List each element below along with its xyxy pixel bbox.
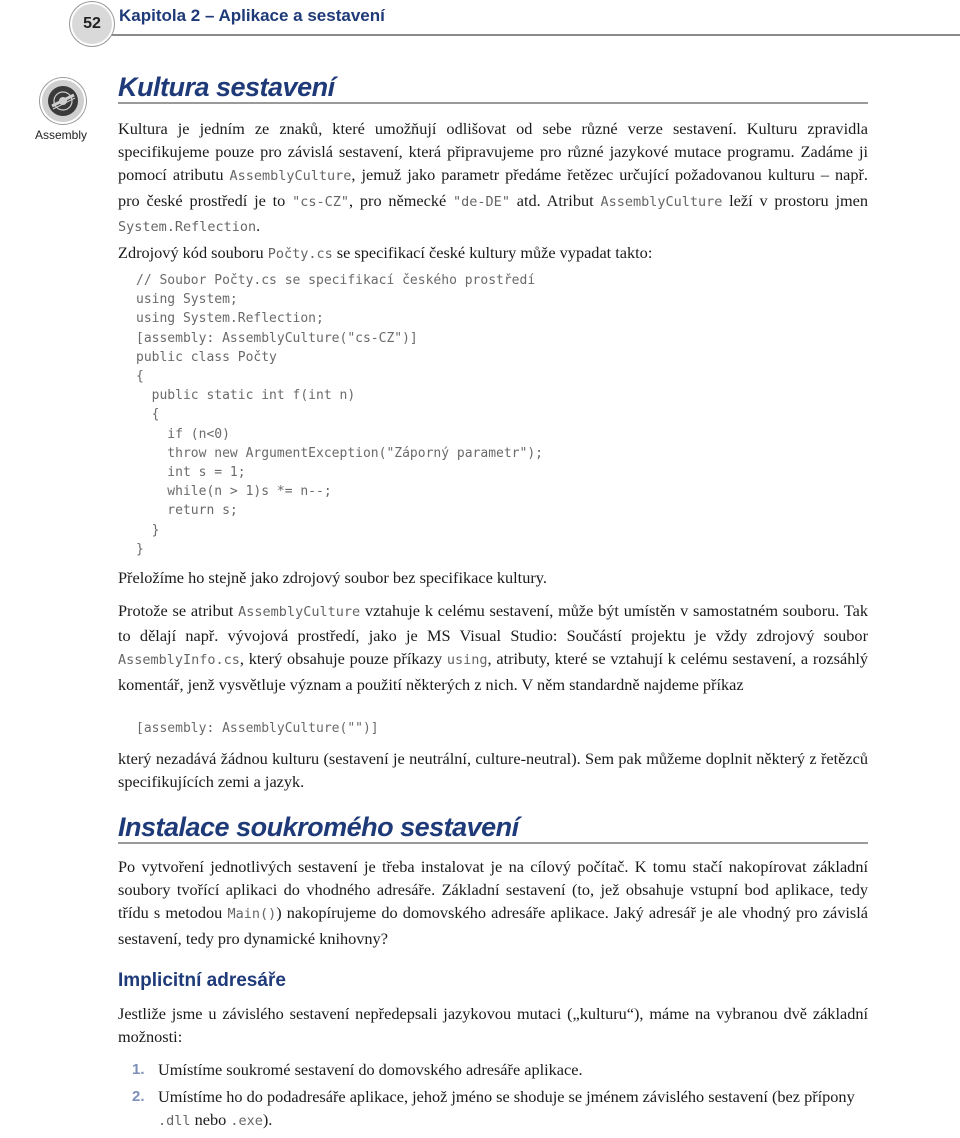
text-run: Umístíme ho do podadresáře aplikace, jehož jméno se shoduje se jménem závislého sestavení (bez přípony [158, 1087, 855, 1107]
options-list [118, 1058, 868, 1138]
text-run: ) nakopírujeme do domovského adresáře aplikace. Jaký adresář je ale vhodný pro závislá sestavení, tedy pro dynamické knihovny? [118, 903, 868, 948]
text-run: ). [262, 1110, 273, 1130]
code-run: AssemblyCulture [600, 193, 723, 210]
list-number: 1. [132, 1061, 145, 1078]
text-run: , který obsahuje pouze příkazy [239, 649, 447, 669]
code-run: .dll [158, 1113, 191, 1130]
paragraph-options [118, 1002, 868, 1048]
text-run: Jestliže jsme u závislého sestavení nepředepsali jazykovou mutaci („kulturu“), máme na vybranou dvě základní možnosti: [118, 1004, 868, 1047]
text-run: nebo [190, 1110, 231, 1130]
text-run: se specifikací české kultury může vypadat takto: [332, 243, 653, 262]
page-header [0, 0, 960, 40]
section-rule [118, 102, 868, 104]
code-run: using [446, 652, 488, 669]
list-item [118, 1085, 868, 1133]
paragraph-assembly-info [118, 599, 868, 696]
code-run: AssemblyInfo.cs [118, 652, 240, 669]
paragraph-neutral [118, 747, 868, 793]
code-block-pocty: // Soubor Počty.cs se specifikací českého prostředí using System; using System.Reflection; [assembly: AssemblyCulture("cs-CZ")] public class Počty { public static int f(int n) { if (n<0) throw new ArgumentException("Záporný parametr"); int s = 1; while(n > 1)s *= n--; return s; } } [136, 273, 543, 557]
code-run: Main() [227, 906, 277, 923]
code-run: "cs-CZ" [292, 193, 350, 210]
section-rule [118, 842, 868, 844]
paragraph-compile [118, 566, 868, 589]
code-run: .exe [230, 1113, 263, 1130]
paragraph-culture-intro [118, 117, 868, 239]
text-run: Po vytvoření jednotlivých sestavení je třeba instalovat je na cílový počítač. K tomu stačí nakopírovat základní soubory tvořící aplikaci do vhodného adresáře. Základní sestavení (to, jež obsahuje vstupní bod aplikace, tedy třídu s metodou [118, 857, 868, 923]
text-run: , atributy, které se vztahují k celému sestavení, a rozsáhlý komentář, jenž vysvětluje význam a použití některých z nich. V něm standardně najdeme příkaz [118, 649, 868, 694]
text-run: leží v prostoru jmen [722, 190, 868, 210]
paragraph-source-intro [118, 241, 868, 266]
paragraph-install [118, 855, 868, 950]
code-run: "de-DE" [453, 193, 510, 210]
code-run: AssemblyCulture [229, 168, 352, 185]
chapter-title: Kapitola 2 – Aplikace a sestavení [119, 6, 385, 25]
text-run: atd. Atribut [509, 190, 601, 210]
text-run: Kultura je jedním ze znaků, které umožňují odlišovat od sebe různé verze sestavení. Kulturu zpravidla specifikujeme pouze pro závislá sestavení, která připravujeme pro různé jazykové mutace programu. Zadáme ji pomocí atributu [118, 119, 868, 185]
sidebar-label: Assembly [34, 128, 87, 142]
text-run: , jemuž jako parametr předáme řetězec určující požadovanou kulturu – např. pro české prostředí je to [118, 165, 868, 210]
text-run: Přeložíme ho stejně jako zdrojový soubor bez specifikace kultury. [118, 568, 547, 587]
text-run: Zdrojový kód souboru [118, 243, 268, 262]
text-run: vztahuje k celému sestavení, může být umístěn v samostatném souboru. Tak to dělají např. vývojová prostředí, jako je MS Visual Studio: Součástí projektu je vždy zdrojový soubor [118, 601, 868, 646]
code-block-empty-culture: [assembly: AssemblyCulture("")] [136, 721, 379, 736]
text-run: Protože se atribut [118, 601, 239, 620]
section-title-install: Instalace soukromého sestavení [118, 812, 519, 842]
code-run: System.Reflection [118, 218, 257, 235]
text-run: který nezadává žádnou kulturu (sestavení je neutrální, culture-neutral). Sem pak můžeme doplnit některý z řetězců specifikujících zemi a jazyk. [118, 749, 868, 792]
section-title-culture: Kultura sestavení [118, 72, 335, 102]
code-run: AssemblyCulture [238, 604, 361, 620]
header-rule [110, 34, 960, 36]
text-run: . [256, 215, 261, 235]
code-run: Počty.cs [267, 246, 333, 262]
disc-icon [40, 78, 86, 124]
page-number-badge: 52 [70, 2, 114, 46]
subsection-title: Implicitní adresáře [118, 970, 286, 991]
text-run: , pro německé [349, 190, 454, 210]
text-run: Umístíme soukromé sestavení do domovského adresáře aplikace. [158, 1060, 583, 1079]
list-item [118, 1058, 868, 1081]
list-number: 2. [132, 1088, 145, 1106]
